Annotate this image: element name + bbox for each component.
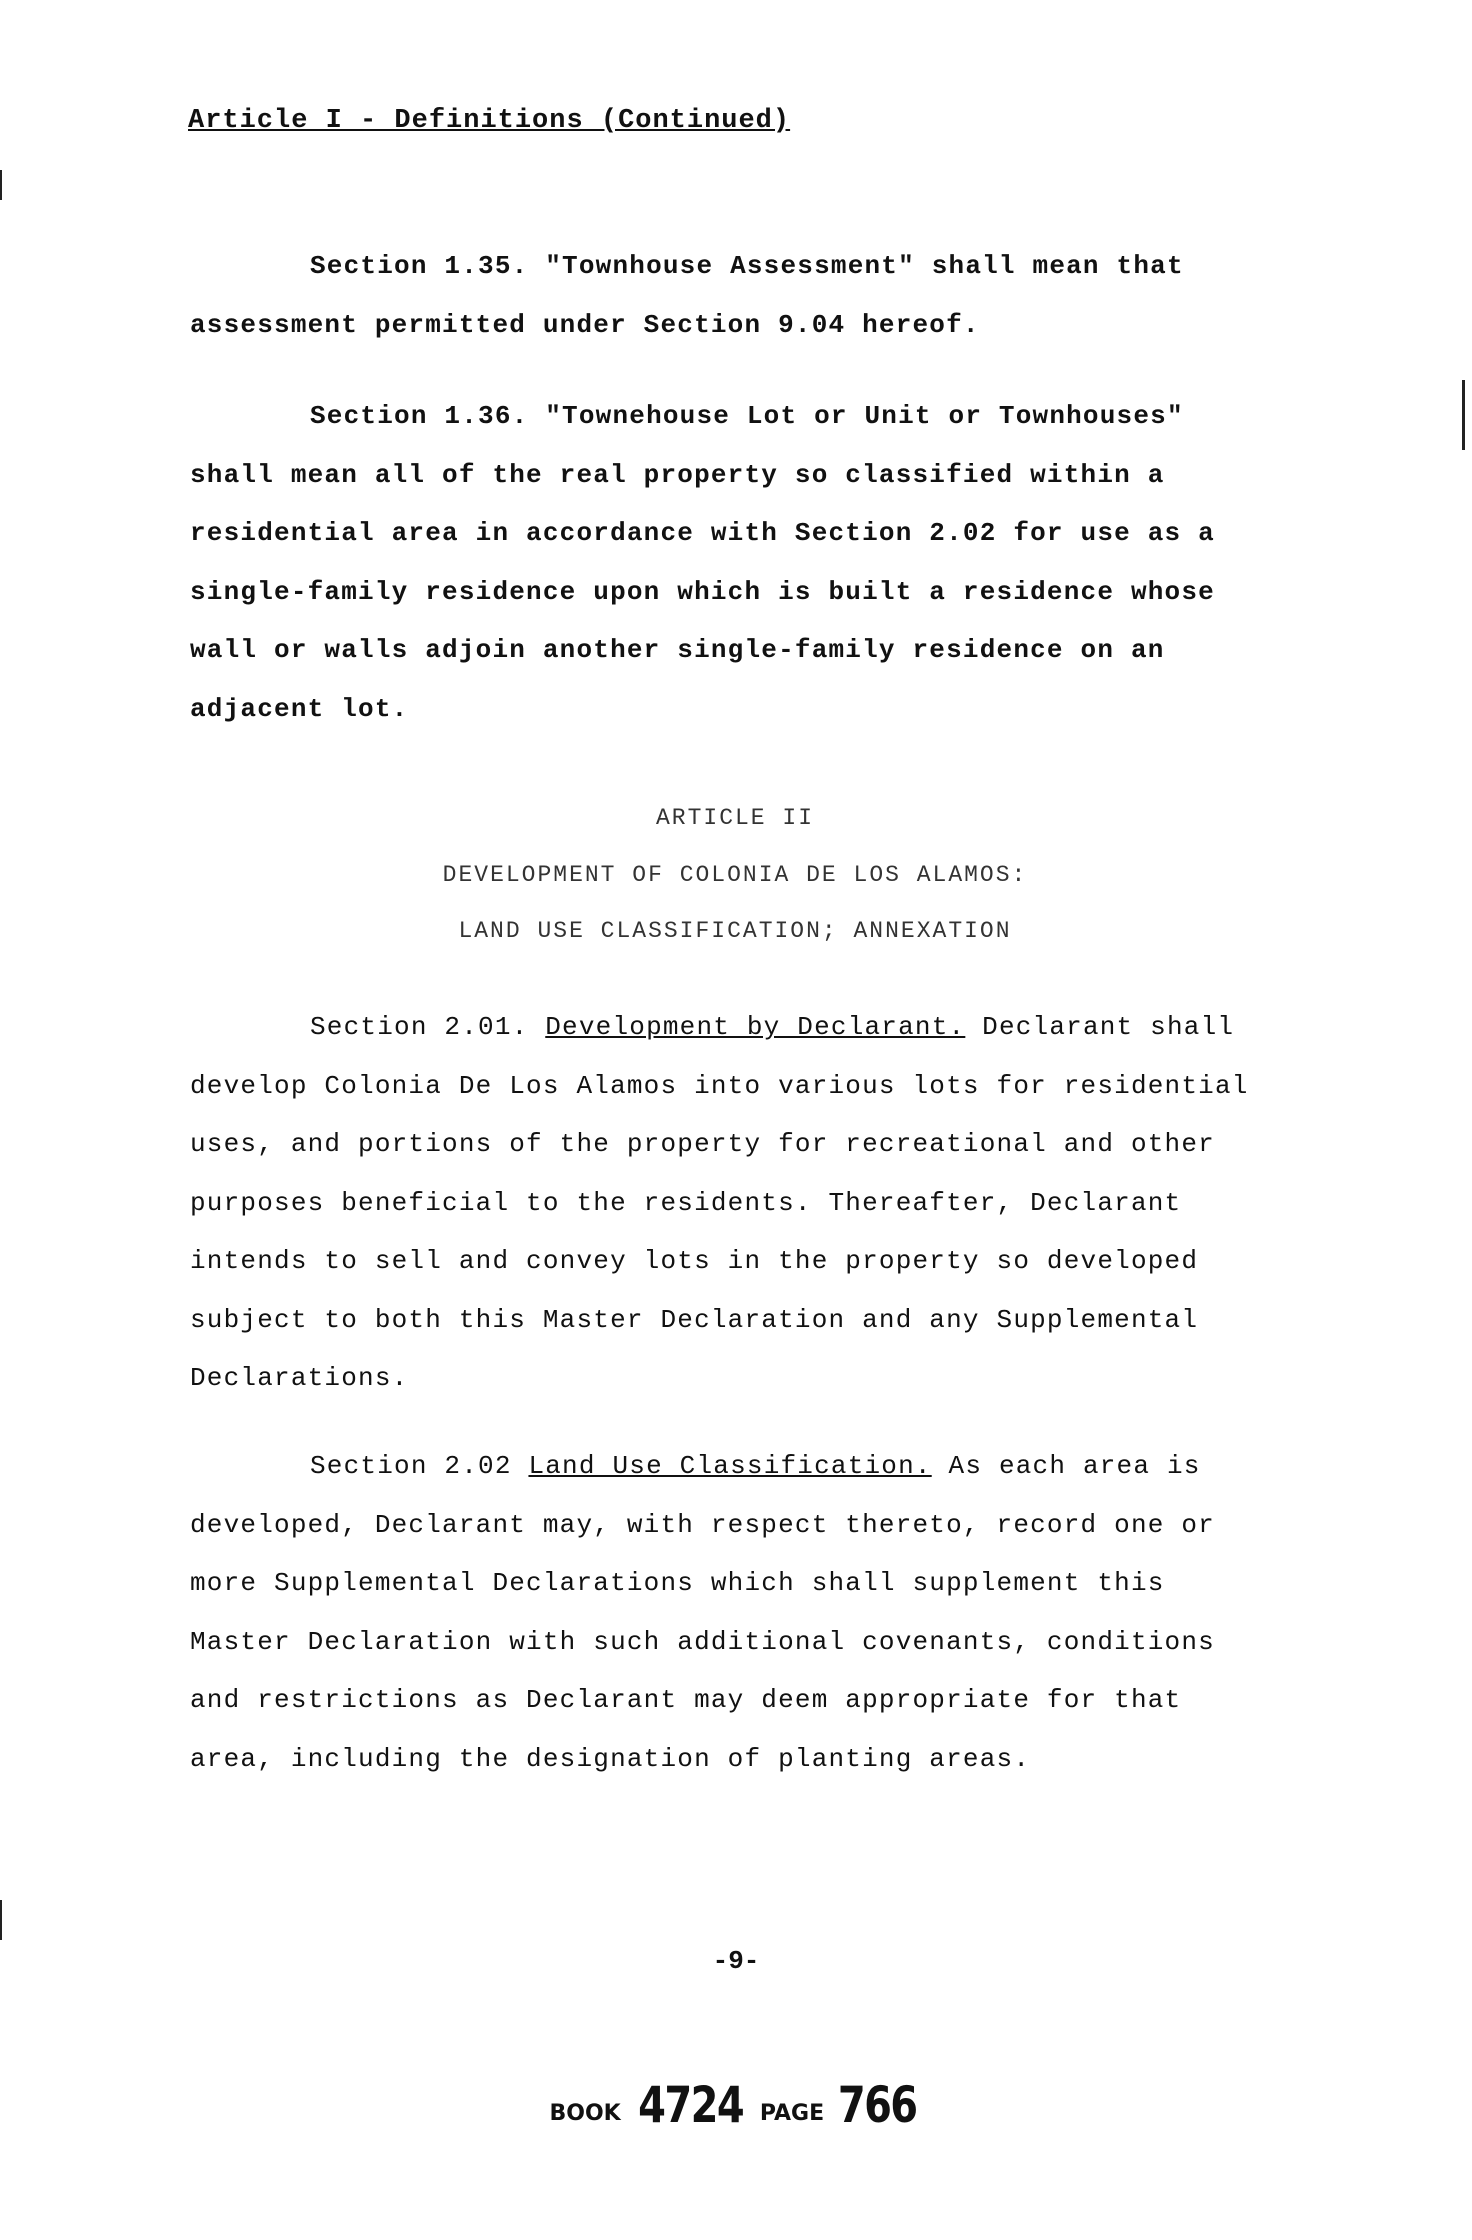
section-title: Development by Declarant. xyxy=(545,1012,966,1042)
page-header: Article I - Definitions (Continued) xyxy=(188,106,791,136)
section-title: Land Use Classification. xyxy=(528,1451,932,1481)
scan-edge-mark xyxy=(0,170,2,200)
article-subtitle-line2: LAND USE CLASSIFICATION; ANNEXATION xyxy=(458,918,1012,944)
section-number: Section 2.01. xyxy=(310,1012,529,1042)
scan-edge-mark xyxy=(0,1900,2,1940)
scan-edge-mark xyxy=(1462,380,1465,450)
book-page-stamp xyxy=(0,2076,1472,2134)
section-body: "Townehouse Lot or Unit or Townhouses" shall mean all of the real property so classified within a residential area in accordance with Section 2.02 for use as a single-family residence upon which is built a residence whose wall or walls adjoin another single-family residence on an adjacent lot. xyxy=(190,401,1215,724)
book-number: 4724 xyxy=(637,2076,743,2134)
section-number: Section 2.02 xyxy=(310,1451,512,1481)
article-subtitle-line1: DEVELOPMENT OF COLONIA DE LOS ALAMOS: xyxy=(442,862,1028,888)
page-number: -9- xyxy=(712,1946,760,1976)
page-ref: 766 xyxy=(837,2076,917,2134)
section-body: "Townhouse Assessment" shall mean that assessment permitted under Section 9.04 hereof. xyxy=(190,251,1184,340)
section-number: Section 1.35. xyxy=(310,251,529,281)
page-label: PAGE xyxy=(759,2101,825,2126)
book-label: BOOK xyxy=(549,2101,621,2126)
section-1-35 xyxy=(190,237,1280,354)
section-2-01 xyxy=(190,998,1280,1408)
section-number: Section 1.36. xyxy=(310,401,529,431)
section-body: As each area is developed, Declarant may, with respect thereto, record one or more Supplemental Declarations which shall supplement this Master Declaration with such additional covenants, conditions and restrictions as Declarant may deem appropriate for that area, including the designation of planting areas. xyxy=(190,1451,1215,1774)
section-1-36 xyxy=(190,387,1280,738)
section-body: Declarant shall develop Colonia De Los Alamos into various lots for residential uses, and portions of the property for recreational and other purposes beneficial to the residents. Thereafter, Declarant intends to sell and convey lots in the property so developed subject to both this Master Declaration and any Supplemental Declarations. xyxy=(190,1012,1249,1393)
article-title: ARTICLE II xyxy=(655,805,815,831)
section-2-02 xyxy=(190,1437,1280,1788)
